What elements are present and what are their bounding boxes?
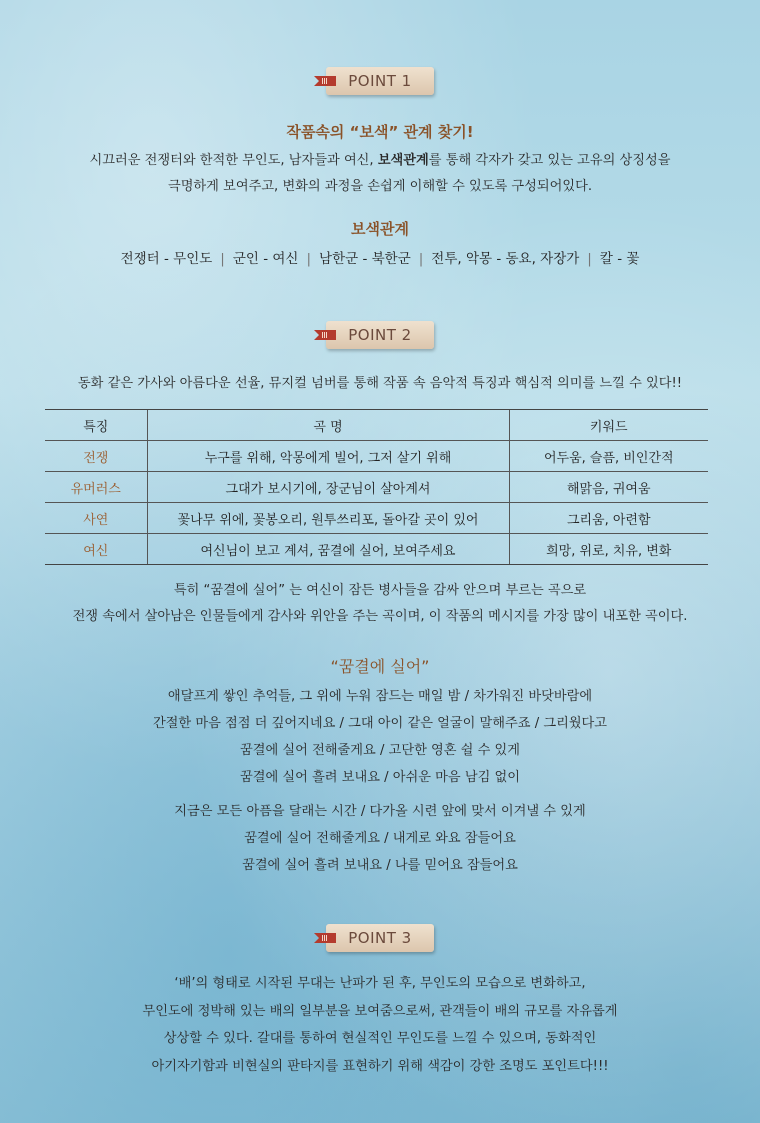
point-1-desc-line-2: 극명하게 보여주고, 변화의 과정을 손쉽게 이해할 수 있도록 구성되어있다. (167, 179, 593, 194)
lyric-line: 꿈결에 실어 전해줄게요 / 고단한 영혼 쉴 수 있게 (239, 743, 521, 758)
lyric-line: 애달프게 쌓인 추억들, 그 위에 누워 잠드는 매일 밤 / 차가워진 바닷바람에 (167, 689, 593, 704)
complementary-subheading: 보색관계 (351, 220, 409, 238)
complementary-pairs (0, 247, 760, 267)
lyrics-block-1 (0, 683, 760, 791)
point-2-intro: 동화 같은 가사와 아름다운 선율, 뮤지컬 넘버를 통해 작품 속 음악적 특징과 핵심적 의미를 느낄 수 있다!! (77, 376, 683, 391)
table-row (45, 503, 708, 534)
point-1-heading: 작품속의 “보색” 관계 찾기! (286, 123, 474, 141)
keywords-cell: 희망, 위로, 치유, 변화 (509, 534, 708, 565)
point-3-description (0, 970, 760, 1080)
keywords-cell: 그리움, 아련함 (509, 503, 708, 534)
point-1-desc-line-1: 시끄러운 전쟁터와 한적한 무인도, 남자들과 여신, 보색관계를 통해 각자가 갖고 있는 고유의 상징성을 (89, 153, 671, 168)
songs-cell: 여신님이 보고 계셔, 꿈결에 실어, 보여주세요 (147, 534, 509, 565)
divider: | (220, 251, 225, 267)
lyric-line: 꿈결에 실어 흘려 보내요 / 아쉬운 마음 남김 없이 (239, 770, 521, 785)
music-table (45, 409, 708, 565)
feature-cell: 사연 (45, 503, 147, 534)
pair-item: 칼 - 꽃 (599, 251, 640, 267)
divider: | (587, 251, 592, 267)
pair-item: 전투, 악몽 - 동요, 자장가 (431, 251, 580, 267)
song-note (0, 578, 760, 630)
table-row (45, 441, 708, 472)
songs-cell: 누구를 위해, 악몽에게 빌어, 그저 살기 위해 (147, 441, 509, 472)
point-3-label: POINT 3 (348, 929, 412, 947)
point-2-badge (326, 321, 434, 349)
highlight-term: 보색관계 (377, 153, 429, 168)
feature-cell: 전쟁 (45, 441, 147, 472)
feature-cell: 여신 (45, 534, 147, 565)
song-note-line-2: 전쟁 속에서 살아남은 인물들에게 감사와 위안을 주는 곡이며, 이 작품의 메시지를 가장 많이 내포한 곡이다. (72, 609, 688, 624)
point-3-line: 무인도에 정박해 있는 배의 일부분을 보여줌으로써, 관객들이 배의 규모를 자유롭게 (142, 1003, 618, 1019)
point-3-line: 상상할 수 있다. 갈대를 통하여 현실적인 무인도를 느낄 수 있으며, 동화적인 (163, 1031, 597, 1046)
point-1-badge (326, 67, 434, 95)
pair-item: 남한군 - 북한군 (319, 251, 411, 267)
lyric-line: 꿈결에 실어 전해줄게요 / 내게로 와요 잠들어요 (244, 831, 516, 846)
point-2-label: POINT 2 (348, 326, 412, 344)
point-3-line: ‘배’의 형태로 시작된 무대는 난파가 된 후, 무인도의 모습으로 변화하고, (174, 976, 586, 991)
point-1-description (0, 148, 760, 200)
table-header-row (45, 410, 708, 441)
table-row (45, 534, 708, 565)
songs-cell: 꽃나무 위에, 꽃봉오리, 원투쓰리포, 돌아갈 곳이 있어 (147, 503, 509, 534)
pair-item: 군인 - 여신 (232, 251, 299, 267)
column-header: 키워드 (509, 410, 708, 441)
song-title: “꿈결에 실어” (330, 657, 430, 676)
lyric-line: 꿈결에 실어 흘려 보내요 / 나를 믿어요 잠들어요 (242, 858, 518, 873)
feature-cell: 유머러스 (45, 472, 147, 503)
songs-cell: 그대가 보시기에, 장군님이 살아계셔 (147, 472, 509, 503)
divider: | (418, 251, 424, 267)
column-header: 특징 (45, 410, 147, 441)
point-1-label: POINT 1 (348, 72, 412, 90)
table-row (45, 472, 708, 503)
lyrics-block-2 (0, 798, 760, 879)
keywords-cell: 해맑음, 귀여움 (509, 472, 708, 503)
pair-item: 전쟁터 - 무인도 (120, 251, 213, 267)
lyric-line: 간절한 마음 점점 더 깊어지네요 / 그대 아이 같은 얼굴이 말해주죠 / 그리웠다고 (152, 716, 608, 731)
keywords-cell: 어두움, 슬픔, 비인간적 (509, 441, 708, 472)
divider: | (306, 251, 312, 267)
point-3-badge (326, 924, 434, 952)
song-note-line-1: 특히 “꿈결에 실어” 는 여신이 잠든 병사들을 감싸 안으며 부르는 곡으로 (173, 583, 587, 598)
lyric-line: 지금은 모든 아픔을 달래는 시간 / 다가올 시련 앞에 맞서 이겨낼 수 있게 (174, 804, 586, 819)
column-header: 곡 명 (147, 410, 509, 441)
point-3-line: 아기자기함과 비현실의 판타지를 표현하기 위해 색감이 강한 조명도 포인트다!!! (151, 1058, 609, 1074)
